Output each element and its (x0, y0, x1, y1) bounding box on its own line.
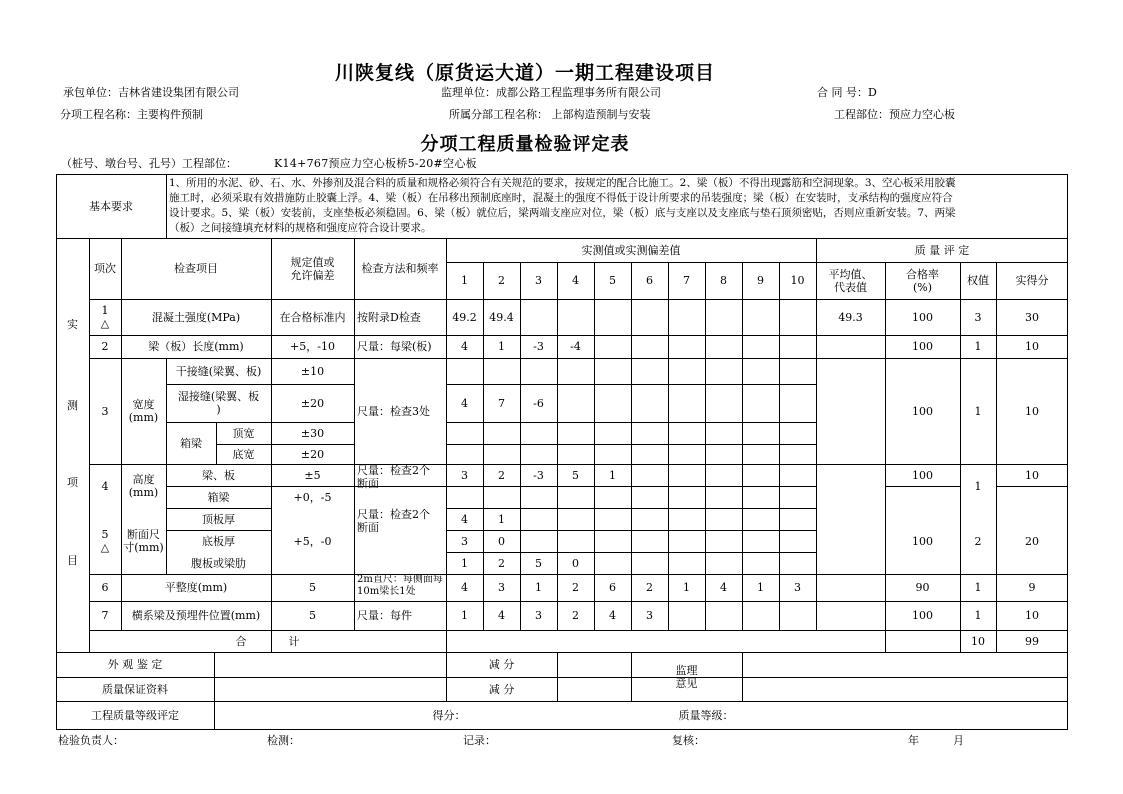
row7-method: 尺量：每件 (357, 609, 412, 622)
row5-no-key-mark: △ (100, 541, 110, 554)
supervision-opinion-label (631, 652, 742, 701)
row7-value: 3 (535, 609, 542, 622)
row7-pass-rate: 100 (912, 609, 933, 622)
col-4: 4 (572, 274, 579, 287)
row5-no (89, 508, 121, 574)
row6-value: 3 (498, 581, 505, 594)
contractor-label: 承包单位：吉林省建设集团有限公司 (63, 86, 239, 99)
row5-method (354, 508, 446, 574)
header-average-line2: 代表值 (834, 280, 867, 294)
row5-value: 0 (498, 534, 505, 548)
row3-value: 4 (461, 396, 468, 410)
row3-tolerance: ±10 (300, 364, 325, 378)
row6-value: 1 (535, 581, 542, 594)
row5-sub-top-thickness: 顶板厚 (202, 512, 235, 526)
year-label: 年 (908, 734, 919, 747)
project-title: 川陕复线（原货运大道）一期工程建设项目 (334, 62, 715, 84)
row3-item-unit: (mm) (128, 411, 159, 424)
row5-method-line1: 尺量：检查2个 (357, 508, 430, 521)
row5-value: 5 (535, 556, 542, 570)
header-pass-rate (885, 262, 960, 299)
row1-pass-rate: 100 (912, 310, 933, 324)
col-10: 10 (790, 274, 805, 287)
side-label-3: 项 (67, 475, 78, 489)
row3-sub-bottom-width: 底宽 (232, 447, 255, 461)
col-2: 2 (498, 274, 505, 287)
row3-tolerance: ±20 (300, 396, 325, 410)
supervision-opinion-line1: 监理 (675, 663, 698, 677)
col-9: 9 (757, 274, 764, 287)
row5-item (121, 508, 166, 574)
header-quality: 质 量 评 定 (914, 243, 970, 257)
score-label: 得分： (432, 709, 466, 722)
recorder-label: 记录： (463, 734, 496, 747)
row2-value: -3 (533, 340, 544, 353)
row4-tolerance: ±5 (304, 468, 321, 482)
row6-value: 3 (794, 581, 801, 594)
row5-value: 1 (498, 512, 505, 526)
header-tolerance-line1: 规定值或 (290, 255, 335, 269)
header-tolerance-line2: 允许偏差 (290, 268, 335, 282)
row5-pass-rate: 100 (912, 534, 933, 548)
header-pass-rate-line2: (%) (912, 280, 933, 294)
appearance-deduction-label: 减 分 (488, 658, 515, 671)
row7-tolerance: 5 (309, 609, 316, 622)
basic-requirements-label: 基本要求 (89, 199, 133, 213)
row5-item-unit: 寸(mm) (123, 541, 164, 554)
row5-method-line2: 断面 (357, 521, 379, 534)
row1-tolerance: 在合格标准内 (279, 310, 346, 324)
division-name: 所属分部工程名称： 上部构造预制与安装 (449, 108, 651, 121)
row5-value: 2 (498, 556, 505, 570)
header-method: 检查方法和频率 (361, 262, 439, 275)
inspector-label: 检验负责人： (58, 734, 124, 747)
row1-weight: 3 (974, 310, 982, 324)
row6-score: 9 (1028, 581, 1036, 594)
row5-value: 4 (461, 512, 468, 526)
header-average-line1: 平均值、 (828, 267, 873, 281)
req-line-1: 1、所用的水泥、砂、石、水、外掺剂及混合料的质量和规格必须符合有关规范的要求，按规定的配合比施工。2、梁（板）不得出现露筋和空洞现象。3、空心板采用胶囊 (169, 177, 956, 189)
header-weight: 权值 (967, 274, 989, 287)
row7-value: 1 (461, 609, 468, 622)
side-label-2: 测 (67, 398, 78, 412)
row6-no: 6 (101, 581, 109, 594)
row6-method-line1: 2m直尺：每侧面每 (357, 574, 443, 585)
row2-item: 梁（板）长度(mm) (148, 340, 244, 353)
row5-value: 3 (461, 534, 468, 548)
form-title: 分项工程质量检验评定表 (420, 134, 630, 155)
row6-value: 2 (646, 581, 653, 594)
row4-item (121, 464, 166, 508)
row1-no-number: 1 (101, 304, 109, 317)
row6-pass-rate: 90 (915, 581, 930, 594)
row6-value: 2 (572, 581, 579, 594)
row6-value: 4 (720, 581, 727, 594)
quality-level-label: 质量等级： (678, 709, 734, 722)
row6-value: 6 (609, 581, 616, 594)
contract-number: 合 同 号：D (817, 86, 877, 99)
row5-weight: 2 (974, 534, 982, 548)
row7-item: 横系梁及预埋件位置(mm) (131, 609, 261, 622)
row2-no: 2 (101, 340, 109, 353)
header-no: 项次 (94, 262, 116, 275)
col-3: 3 (535, 274, 542, 287)
row4-value: -3 (533, 468, 544, 482)
row3-sub-top-width: 顶宽 (232, 426, 255, 440)
supervision-opinion-line2: 意见 (675, 676, 698, 690)
row6-value: 1 (683, 581, 690, 594)
row3-value: 7 (498, 396, 505, 410)
header-average (816, 262, 885, 299)
row2-method: 尺量：每梁(板) (357, 340, 432, 353)
row6-value: 4 (461, 581, 468, 594)
row5-item-name: 断面尺 (127, 528, 160, 541)
row7-value: 4 (609, 609, 616, 622)
row1-item: 混凝土强度(MPa) (151, 310, 241, 324)
row7-value: 3 (646, 609, 653, 622)
header-pass-rate-line1: 合格率 (906, 267, 939, 281)
row3-sub-wet-joint-line2: ) (216, 403, 221, 416)
row6-method (354, 574, 446, 601)
work-position: 工程部位：预应力空心板 (834, 108, 955, 121)
grade-label: 工程质量等级评定 (91, 709, 179, 722)
row2-pass-rate: 100 (912, 340, 933, 353)
row4-method-line2: 断面 (357, 477, 379, 490)
row7-weight: 1 (974, 609, 982, 622)
row2-value: 1 (498, 340, 505, 353)
row6-tolerance: 5 (309, 581, 316, 594)
reviewer-label: 复核： (672, 734, 705, 747)
quality-docs-label: 质量保证资料 (102, 682, 168, 696)
row4-value: 2 (498, 468, 505, 482)
side-label-4: 目 (67, 553, 78, 567)
row3-sub-dry-joint: 干接缝(梁翼、板) (175, 364, 262, 378)
row3-no: 3 (101, 404, 109, 418)
location-value: K14+767预应力空心板桥5-20#空心板 (274, 157, 477, 170)
row5-no-number: 5 (101, 528, 109, 541)
supervisor-label: 监理单位：成都公路工程监理事务所有限公司 (441, 86, 661, 99)
req-line-4: （板）之间接缝填充材料的规格和强度应符合设计要求。 (169, 222, 432, 234)
basic-requirements-text (167, 176, 1067, 236)
row2-weight: 1 (974, 340, 982, 353)
col-8: 8 (720, 274, 727, 287)
row4-value: 1 (609, 468, 616, 482)
col-6: 6 (646, 274, 653, 287)
header-tolerance (271, 238, 354, 299)
month-label: 月 (953, 734, 964, 747)
row4-sub-beam-slab: 梁、板 (202, 468, 235, 482)
row2-value: -4 (570, 340, 581, 353)
row5-sub-bottom-thickness: 底板厚 (202, 534, 235, 548)
row3-item (121, 358, 166, 464)
row6-method-line2: 10m梁长1处 (357, 586, 416, 597)
row3-sub-wet-joint (166, 384, 271, 422)
row3-sub-box-girder: 箱梁 (180, 436, 202, 450)
row1-average: 49.3 (838, 310, 863, 324)
side-label-1: 实 (67, 317, 78, 331)
row1-value: 49.4 (489, 310, 514, 324)
row4-pass-rate: 100 (912, 468, 933, 482)
row5-score: 20 (1025, 534, 1039, 548)
row7-no: 7 (101, 609, 109, 622)
row3-tolerance: ±30 (300, 426, 325, 440)
row4-method (354, 464, 446, 508)
row3-item-name: 宽度 (132, 398, 155, 411)
row1-score: 30 (1025, 310, 1039, 324)
row7-value: 2 (572, 609, 579, 622)
row3-score: 10 (1025, 404, 1039, 418)
row3-pass-rate: 100 (912, 404, 933, 418)
row5-value: 0 (572, 556, 579, 570)
subitem-name: 分项工程名称：主要构件预制 (60, 108, 203, 121)
header-item: 检查项目 (174, 262, 218, 275)
row3-value: -6 (533, 396, 544, 410)
row4-tolerance: +0，-5 (293, 490, 332, 504)
row1-no (89, 299, 121, 335)
total-score: 99 (1025, 634, 1039, 648)
header-measured: 实测值或实测偏差值 (581, 243, 681, 257)
row6-weight: 1 (974, 581, 982, 594)
row4-value: 5 (572, 468, 579, 482)
col-1: 1 (461, 274, 468, 287)
total-weight: 10 (971, 634, 985, 648)
header-score: 实得分 (1015, 274, 1049, 287)
row7-score: 10 (1025, 609, 1039, 622)
col-5: 5 (609, 274, 616, 287)
row3-weight: 1 (974, 404, 982, 418)
location-label: （桩号、墩台号、孔号）工程部位： (61, 157, 237, 170)
row2-value: 4 (461, 340, 468, 353)
row6-value: 1 (757, 581, 764, 594)
row4-method-line1: 尺量：检查2个 (357, 464, 430, 477)
req-line-2: 施工时，必须采取有效措施防止胶囊上浮。4、梁（板）在吊移出预制底座时，混凝土的强度不得低于设计所要求的吊装强度；梁（板）在安装时，支承结构的强度应符合 (169, 192, 953, 204)
quality-docs-deduction-label: 减 分 (488, 682, 515, 696)
row1-no-key-mark: △ (100, 317, 110, 330)
row5-tolerance: +5，-0 (293, 534, 332, 548)
row7-value: 4 (498, 609, 505, 622)
row1-method: 按附录D检查 (357, 310, 421, 324)
row4-score: 10 (1025, 468, 1039, 482)
row4-no: 4 (101, 479, 109, 493)
col-7: 7 (683, 274, 690, 287)
row4-weight: 1 (974, 479, 982, 493)
row2-tolerance: +5，-10 (290, 340, 335, 353)
row1-value: 49.2 (452, 310, 477, 324)
row6-item: 平整度(mm) (164, 581, 228, 594)
row4-value: 3 (461, 468, 468, 482)
row4-item-unit: (mm) (128, 486, 159, 499)
tester-label: 检测： (267, 734, 300, 747)
row5-sub-web: 腹板或梁肋 (191, 556, 246, 570)
quality-table (56, 174, 1068, 730)
req-line-3: 设计要求。5、梁（板）安装前，支座垫板必须稳固。6、梁（板）就位后，梁两端支座应对位，梁（板）底与支座以及支座底与垫石顶须密贴，否则应重新安装。7、两梁 (169, 207, 956, 219)
total-label: 合 计 (235, 634, 300, 648)
row3-sub-wet-joint-line1: 湿接缝(梁翼、板 (177, 390, 260, 403)
row4-sub-box-girder: 箱梁 (207, 490, 230, 504)
appearance-label: 外 观 鉴 定 (107, 658, 163, 671)
row3-tolerance: ±20 (300, 447, 325, 461)
row5-value: 1 (461, 556, 468, 570)
row4-item-name: 高度 (132, 473, 155, 486)
row2-score: 10 (1025, 340, 1039, 353)
row3-method: 尺量：检查3处 (357, 404, 430, 418)
